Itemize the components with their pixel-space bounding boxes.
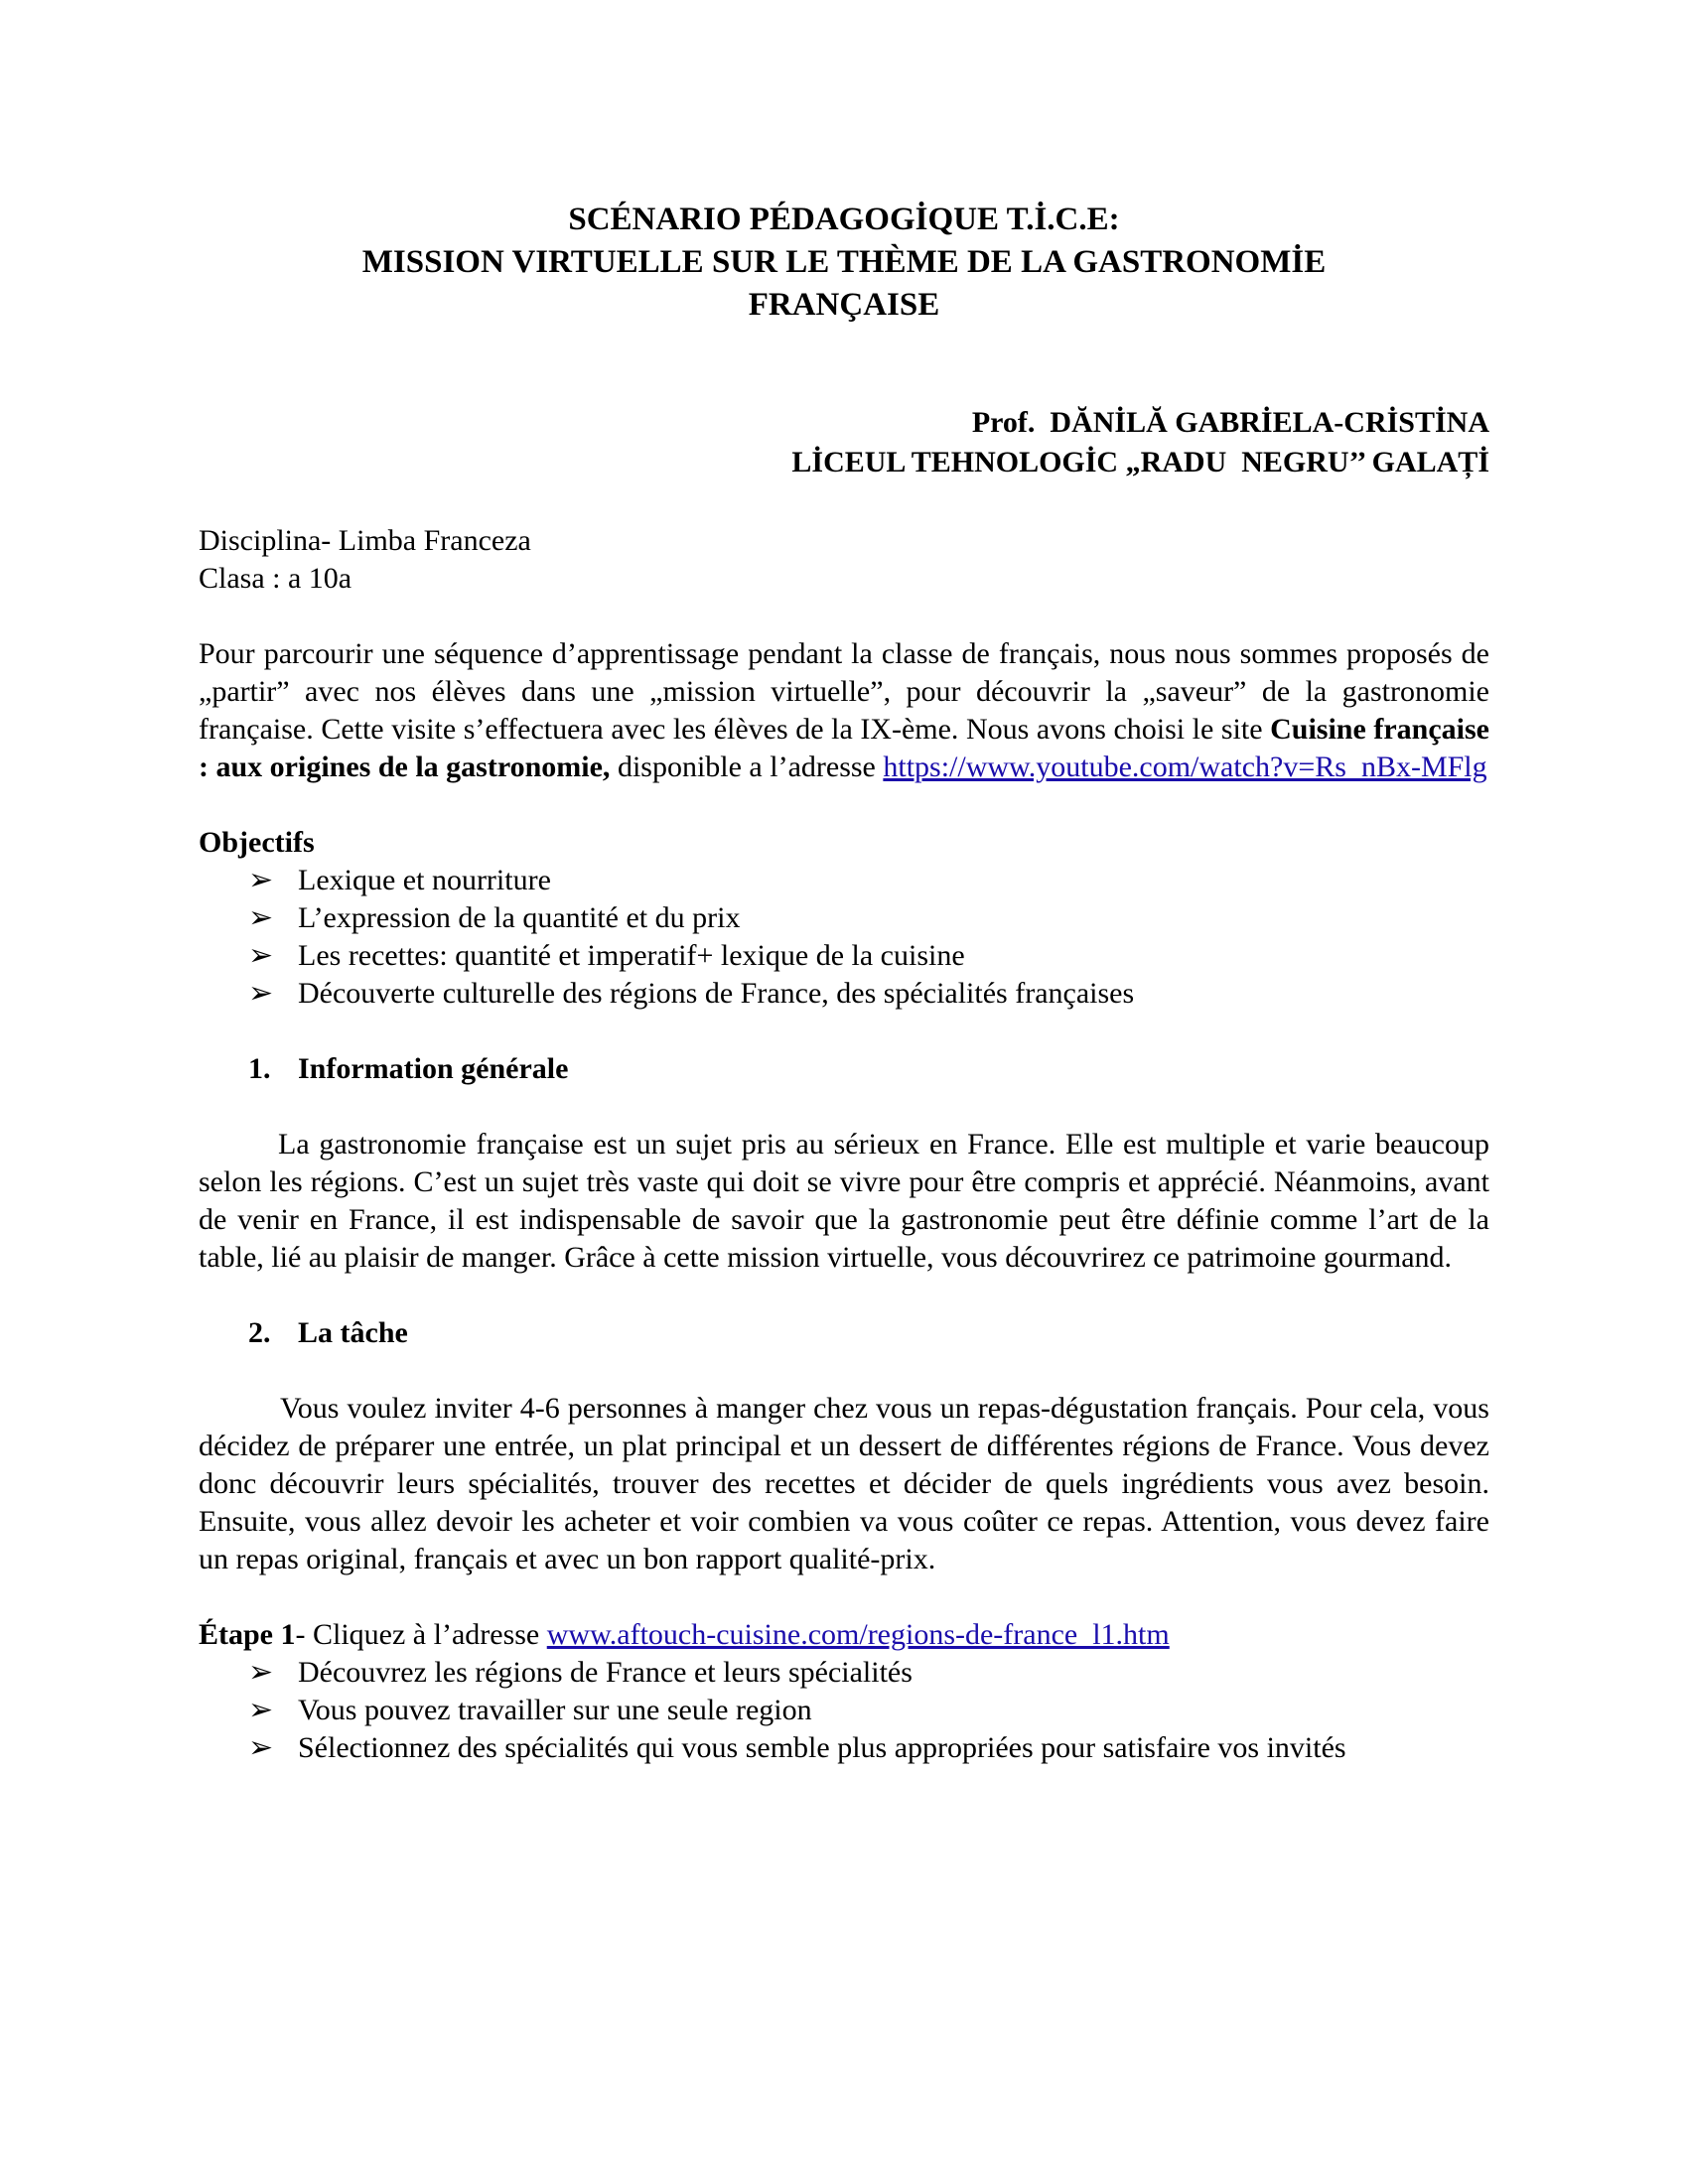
title-line-3: FRANÇAISE xyxy=(748,287,940,323)
list-item: ➢ Découvrez les régions de France et leurs spécialités xyxy=(248,1654,1489,1692)
section-1-title: Information générale xyxy=(298,1052,569,1085)
arrow-bullet-icon: ➢ xyxy=(248,864,274,896)
arrow-bullet-icon: ➢ xyxy=(248,1694,274,1726)
class-level: Clasa : a 10a xyxy=(199,562,352,595)
course-meta xyxy=(199,522,1489,598)
discipline: Disciplina- Limba Franceza xyxy=(199,524,531,557)
document-page xyxy=(199,0,1489,1767)
etape-1-line xyxy=(199,1616,1489,1654)
arrow-bullet-icon: ➢ xyxy=(248,901,274,934)
etape-1-text: - Cliquez à l’adresse xyxy=(295,1618,547,1651)
intro-site-name: Cuisine française : aux origines de la gastronomie, xyxy=(199,713,1489,783)
intro-text-before: Pour parcourir une séquence d’apprentissage pendant la classe de français, nous nous sommes proposés de „partir” avec nos élèves dans une „mission virtuelle”, pour découvrir la „saveur” de la gastronomie française. Cette visite s’effectuera avec les élèves de la IX-ème. Nous avons choisi le site xyxy=(199,637,1489,746)
intro-youtube-link[interactable]: https://www.youtube.com/watch?v=Rs_nBx-MFlg xyxy=(883,751,1487,783)
objectifs-list xyxy=(199,862,1489,1013)
list-item: ➢ Les recettes: quantité et imperatif+ lexique de la cuisine xyxy=(248,937,1489,975)
etape-1-list xyxy=(199,1654,1489,1767)
author-block xyxy=(199,403,1489,482)
section-2-body: Vous voulez inviter 4-6 personnes à manger chez vous un repas-dégustation français. Pour cela, vous décidez de préparer une entrée, un plat principal et un dessert de différentes régions de France. Vous devez donc découvrir leurs spécialités, trouver des recettes et décider de quels ingrédients vous avez besoin. Ensuite, vous allez devoir les acheter et voir combien va vous coûter ce repas. Attention, vous devez faire un repas original, français et avec un bon rapport qualité-prix. xyxy=(199,1392,1489,1575)
section-2-title: La tâche xyxy=(298,1316,408,1349)
arrow-bullet-icon: ➢ xyxy=(248,977,274,1010)
author-name: Prof. DĂNİLĂ GABRİELA-CRİSTİNA xyxy=(971,406,1489,439)
arrow-bullet-icon: ➢ xyxy=(248,1731,274,1764)
title-line-2: MISSION VIRTUELLE SUR LE THÈME DE LA GASTRONOMİE xyxy=(361,244,1327,280)
section-1-heading xyxy=(199,1050,1489,1088)
section-1-body: La gastronomie française est un sujet pris au sérieux en France. Elle est multiple et varie beaucoup selon les régions. C’est un sujet très vaste qui doit se vivre pour être compris et apprécié. Néanmoins, avant de venir en France, il est indispensable de savoir que la gastronomie peut être définie comme l’art de la table, lié au plaisir de manger. Grâce à cette mission virtuelle, vous découvrirez ce patrimoine gourmand. xyxy=(199,1128,1489,1274)
objectifs-heading: Objectifs xyxy=(199,826,315,859)
etape-1-link[interactable]: www.aftouch-cuisine.com/regions-de-france_l1.htm xyxy=(546,1618,1170,1651)
section-1-number: 1. xyxy=(248,1052,271,1085)
etape-1-label: Étape 1 xyxy=(199,1618,296,1651)
author-school: LİCEUL TEHNOLOGİC „RADU NEGRU’’ GALAȚİ xyxy=(791,446,1489,478)
list-item: ➢ Découverte culturelle des régions de France, des spécialités françaises xyxy=(248,975,1489,1013)
intro-paragraph xyxy=(199,635,1489,786)
section-2-heading xyxy=(199,1314,1489,1352)
list-item: ➢ Lexique et nourriture xyxy=(248,862,1489,899)
list-item: ➢ Sélectionnez des spécialités qui vous semble plus appropriées pour satisfaire vos invités xyxy=(248,1729,1489,1767)
arrow-bullet-icon: ➢ xyxy=(248,939,274,972)
document-title xyxy=(199,199,1489,327)
title-line-1: SCÉNARIO PÉDAGOGİQUE T.İ.C.E: xyxy=(568,202,1120,237)
arrow-bullet-icon: ➢ xyxy=(248,1656,274,1689)
list-item: ➢ Vous pouvez travailler sur une seule region xyxy=(248,1692,1489,1729)
section-2-number: 2. xyxy=(248,1316,271,1349)
list-item: ➢ L’expression de la quantité et du prix xyxy=(248,899,1489,937)
intro-text-after: disponible a l’adresse xyxy=(610,751,884,783)
